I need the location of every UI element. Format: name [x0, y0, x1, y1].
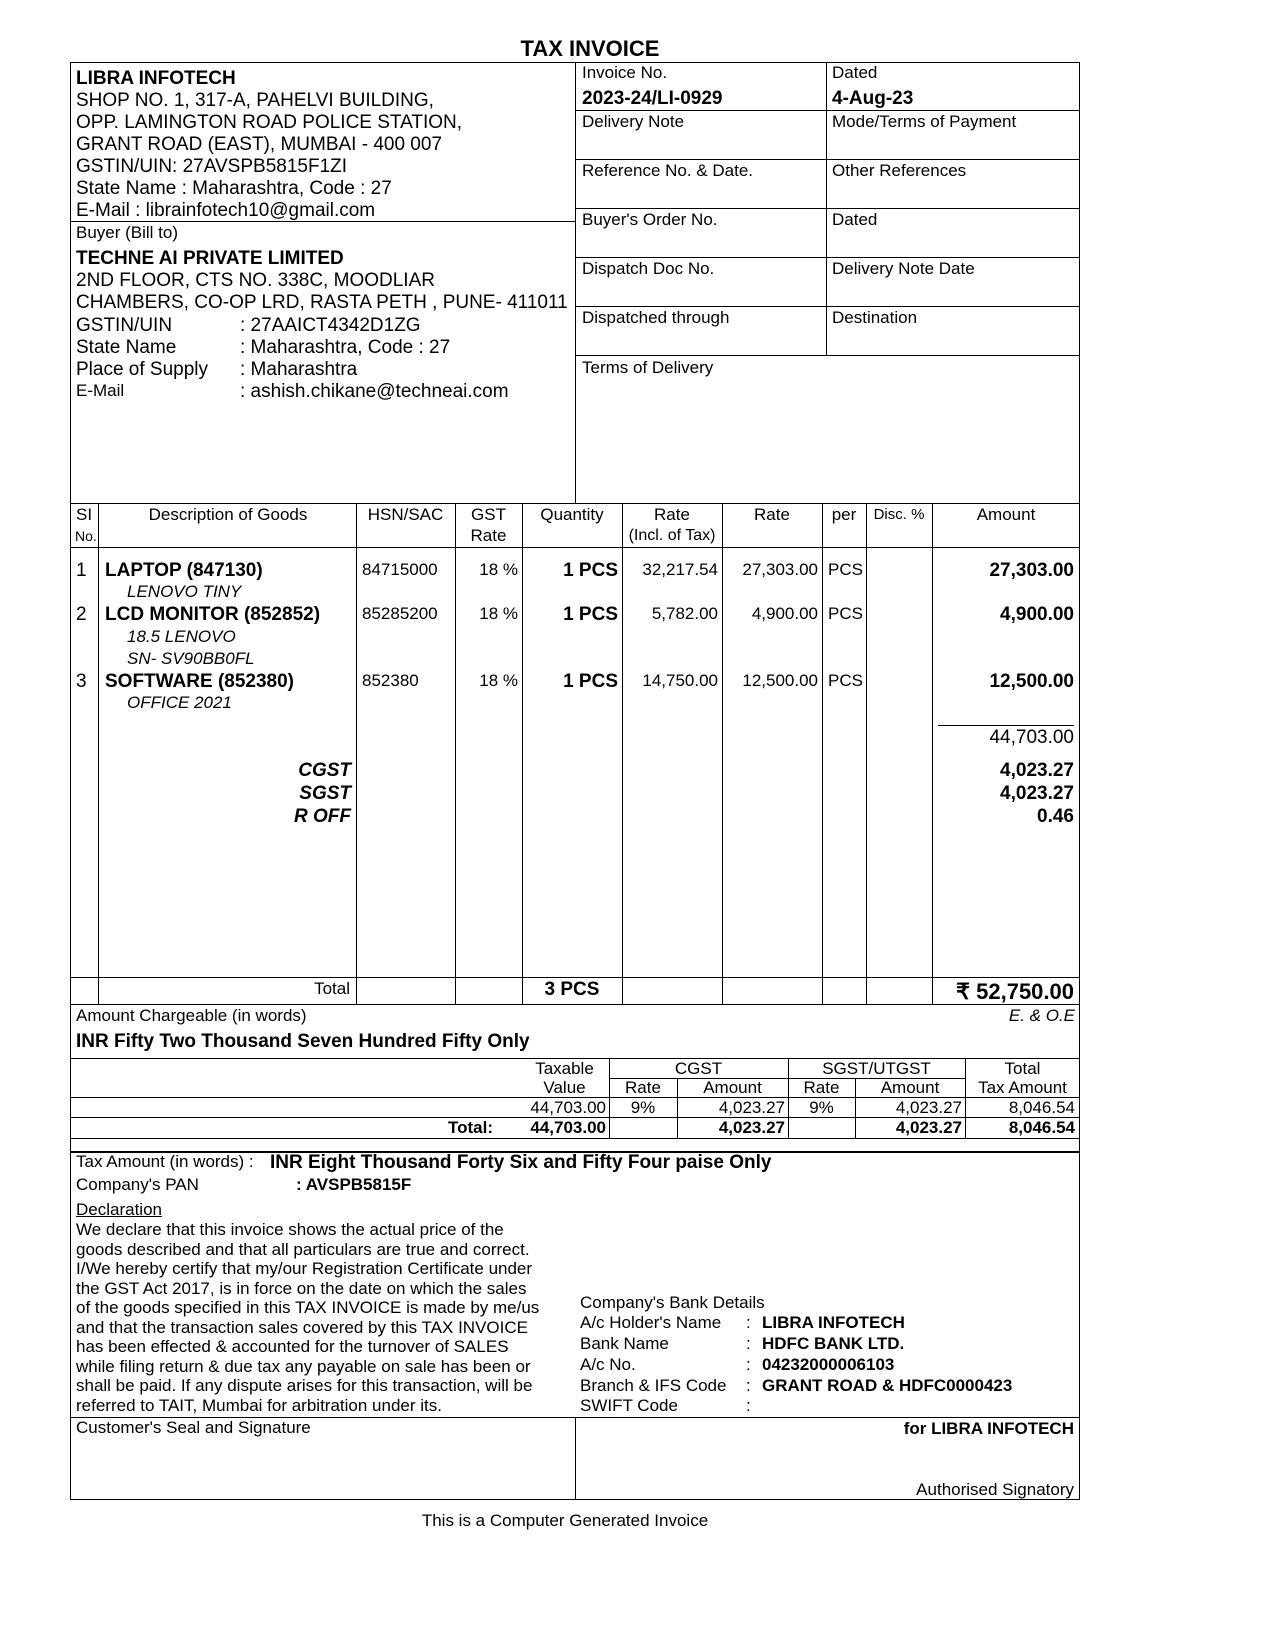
- item-qty: 1 PCS: [563, 604, 618, 625]
- subtotal: 44,703.00: [989, 727, 1074, 748]
- dispatch-doc-label: Dispatch Doc No.: [582, 259, 715, 278]
- item-no: 1: [76, 560, 87, 581]
- tax-row-total: 8,046.54: [1008, 1098, 1075, 1117]
- col-amount: Amount: [976, 505, 1036, 524]
- declaration-title: Declaration: [76, 1200, 162, 1219]
- item-amount: 4,900.00: [1000, 604, 1074, 625]
- seller-name: LIBRA INFOTECH: [76, 68, 236, 89]
- bank-label: A/c No.: [580, 1355, 636, 1374]
- pan-label: Company's PAN: [76, 1175, 199, 1194]
- item-hsn: 852380: [362, 671, 419, 690]
- amount-in-words: INR Fifty Two Thousand Seven Hundred Fifty Only: [76, 1031, 530, 1052]
- buyer-field-value: : Maharashtra: [240, 359, 358, 380]
- item-name: SOFTWARE (852380): [105, 671, 294, 692]
- buyers-order-label: Buyer's Order No.: [582, 210, 718, 229]
- buyer-field-value: : ashish.chikane@techneai.com: [240, 381, 509, 402]
- delivery-note-date-label: Delivery Note Date: [832, 259, 975, 278]
- declaration-line: referred to TAIT, Mumbai for arbitration under its.: [76, 1396, 442, 1415]
- dated-label: Dated: [832, 63, 878, 82]
- other-references-label: Other References: [832, 161, 967, 180]
- seller-gstin: GSTIN/UIN: 27AVSPB5815F1ZI: [76, 156, 348, 177]
- seller-address-line: GRANT ROAD (EAST), MUMBAI - 400 007: [76, 134, 443, 155]
- col-rate-incl-sub: (Incl. of Tax): [628, 527, 716, 544]
- bank-title: Company's Bank Details: [580, 1293, 765, 1312]
- invoice-no-label: Invoice No.: [582, 63, 668, 82]
- tax-col-value: Value: [543, 1078, 586, 1097]
- tax-col-taxable: Taxable: [535, 1059, 594, 1078]
- tax-col-sgst-amount: Amount: [880, 1078, 940, 1097]
- tax-label: SGST: [299, 783, 351, 804]
- item-gst: 18 %: [479, 560, 518, 579]
- item-subline: OFFICE 2021: [127, 693, 232, 712]
- item-rate: 4,900.00: [751, 604, 818, 623]
- col-no: No.: [75, 528, 97, 544]
- computer-generated-note: This is a Computer Generated Invoice: [421, 1511, 709, 1530]
- item-gst: 18 %: [479, 604, 518, 623]
- seller-state: State Name : Maharashtra, Code : 27: [76, 178, 392, 199]
- item-qty: 1 PCS: [563, 671, 618, 692]
- col-disc: Disc. %: [873, 506, 925, 523]
- item-hsn: 84715000: [362, 560, 438, 579]
- reference-label: Reference No. & Date.: [582, 161, 754, 180]
- declaration-line: I/We hereby certify that my/our Registration Certificate under: [76, 1259, 533, 1278]
- bank-value: LIBRA INFOTECH: [762, 1313, 905, 1332]
- tax-row-sgst-amount: 4,023.27: [895, 1098, 962, 1117]
- tax-label: R OFF: [294, 806, 351, 827]
- bank-label: SWIFT Code: [580, 1396, 678, 1415]
- tax-col-sgst: SGST/UTGST: [822, 1059, 931, 1078]
- bank-value: GRANT ROAD & HDFC0000423: [762, 1376, 1013, 1395]
- authorised-signatory: Authorised Signatory: [916, 1480, 1074, 1499]
- col-gst-rate: Rate: [470, 526, 507, 545]
- bank-colon: :: [746, 1355, 751, 1374]
- dispatched-through-label: Dispatched through: [582, 308, 730, 327]
- tax-col-cgst: CGST: [674, 1059, 723, 1078]
- item-amount: 12,500.00: [989, 671, 1074, 692]
- declaration-line: has been effected & accounted for the turnover of SALES: [76, 1337, 509, 1356]
- buyer-heading: Buyer (Bill to): [76, 223, 179, 242]
- tax-label: CGST: [298, 760, 351, 781]
- delivery-note-label: Delivery Note: [582, 112, 685, 131]
- item-qty: 1 PCS: [563, 560, 618, 581]
- tax-amount: 4,023.27: [1000, 760, 1074, 781]
- tax-col-sgst-rate: Rate: [803, 1078, 840, 1097]
- item-subline: LENOVO TINY: [127, 582, 242, 601]
- buyer-address-line: 2ND FLOOR, CTS NO. 338C, MOODLIAR: [76, 270, 435, 291]
- buyer-field-label: GSTIN/UIN: [76, 315, 173, 336]
- bank-value: 04232000006103: [762, 1355, 895, 1374]
- item-name: LCD MONITOR (852852): [105, 604, 321, 625]
- item-rate-incl: 5,782.00: [651, 604, 718, 623]
- col-si: SI: [76, 505, 93, 524]
- buyer-field-label: State Name: [76, 337, 177, 358]
- col-gst: GST: [471, 505, 506, 524]
- for-company: for LIBRA INFOTECH: [903, 1419, 1074, 1438]
- seller-email: E-Mail : librainfotech10@gmail.com: [76, 200, 376, 221]
- item-amount: 27,303.00: [989, 560, 1074, 581]
- tax-col-cgst-rate: Rate: [625, 1078, 661, 1097]
- invoice-no: 2023-24/LI-0929: [582, 88, 723, 109]
- tax-col-tax-amount: Tax Amount: [978, 1078, 1067, 1097]
- bank-colon: :: [746, 1396, 751, 1415]
- pan-value: : AVSPB5815F: [296, 1175, 412, 1194]
- eoe: E. & O.E: [1008, 1006, 1075, 1025]
- tax-words-label: Tax Amount (in words) :: [76, 1152, 254, 1171]
- total-qty: 3 PCS: [544, 979, 600, 1000]
- declaration-line: of the goods specified in this TAX INVOICE is made by me/us: [76, 1298, 540, 1317]
- col-hsn: HSN/SAC: [367, 505, 444, 524]
- item-rate: 12,500.00: [742, 671, 818, 690]
- customer-seal-label: Customer's Seal and Signature: [76, 1418, 311, 1437]
- item-subline: SN- SV90BB0FL: [127, 649, 255, 668]
- tax-total-cgst: 4,023.27: [718, 1118, 785, 1137]
- buyer-name: TECHNE AI PRIVATE LIMITED: [76, 248, 344, 269]
- col-per: per: [831, 505, 857, 524]
- tax-amount-in-words: INR Eight Thousand Forty Six and Fifty Four paise Only: [270, 1152, 772, 1173]
- item-gst: 18 %: [479, 671, 518, 690]
- buyer-field-value: : 27AAICT4342D1ZG: [240, 315, 421, 336]
- bank-colon: :: [746, 1376, 751, 1395]
- item-no: 2: [76, 604, 87, 625]
- item-rate: 27,303.00: [742, 560, 818, 579]
- seller-address-line: SHOP NO. 1, 317-A, PAHELVI BUILDING,: [76, 90, 434, 111]
- item-subline: 18.5 LENOVO: [127, 627, 236, 646]
- item-rate-incl: 14,750.00: [642, 671, 718, 690]
- tax-row-taxable: 44,703.00: [530, 1098, 606, 1117]
- item-per: PCS: [828, 560, 863, 579]
- tax-row-sgst-rate: 9%: [809, 1098, 834, 1117]
- bank-colon: :: [746, 1334, 751, 1353]
- bank-colon: :: [746, 1313, 751, 1332]
- col-description: Description of Goods: [148, 505, 308, 524]
- bank-label: Bank Name: [580, 1334, 669, 1353]
- declaration-line: shall be paid. If any dispute arises for this transaction, will be: [76, 1376, 533, 1395]
- item-name: LAPTOP (847130): [105, 560, 263, 581]
- item-hsn: 85285200: [362, 604, 438, 623]
- col-quantity: Quantity: [540, 505, 604, 524]
- bank-value: HDFC BANK LTD.: [762, 1334, 905, 1353]
- tax-amount: 4,023.27: [1000, 783, 1074, 804]
- buyer-field-value: : Maharashtra, Code : 27: [240, 337, 451, 358]
- buyer-field-label: E-Mail: [76, 381, 125, 400]
- declaration-line: the GST Act 2017, is in force on the date on which the sales: [76, 1279, 527, 1298]
- grand-total: ₹ 52,750.00: [956, 979, 1074, 1004]
- tax-total-label: Total:: [447, 1118, 493, 1137]
- declaration-line: and that the transaction sales covered by this TAX INVOICE: [76, 1318, 528, 1337]
- tax-row-cgst-amount: 4,023.27: [718, 1098, 785, 1117]
- terms-of-delivery-label: Terms of Delivery: [582, 358, 714, 377]
- item-per: PCS: [828, 671, 863, 690]
- tax-row-cgst-rate: 9%: [630, 1098, 656, 1117]
- invoice-date: 4-Aug-23: [832, 88, 914, 109]
- declaration-line: goods described and that all particulars are true and correct.: [76, 1240, 530, 1259]
- tax-col-cgst-amount: Amount: [703, 1078, 762, 1097]
- bank-label: Branch & IFS Code: [580, 1376, 727, 1395]
- tax-total-amount: 8,046.54: [1008, 1118, 1075, 1137]
- col-rate: Rate: [754, 505, 790, 524]
- tax-total-taxable: 44,703.00: [530, 1118, 606, 1137]
- seller-address-line: OPP. LAMINGTON ROAD POLICE STATION,: [76, 112, 463, 133]
- destination-label: Destination: [832, 308, 918, 327]
- declaration-line: while filing return & due tax any payable on sale has been or: [76, 1357, 531, 1376]
- order-dated-label: Dated: [832, 210, 878, 229]
- mode-terms-label: Mode/Terms of Payment: [832, 112, 1017, 131]
- total-label: Total: [314, 979, 350, 998]
- amount-words-label: Amount Chargeable (in words): [76, 1006, 307, 1025]
- buyer-field-label: Place of Supply: [76, 359, 209, 380]
- tax-amount: 0.46: [1037, 806, 1074, 827]
- buyer-address-line: CHAMBERS, CO-OP LRD, RASTA PETH , PUNE- 411011: [76, 292, 568, 313]
- bank-label: A/c Holder's Name: [580, 1313, 722, 1332]
- item-no: 3: [76, 671, 87, 692]
- tax-col-total: Total: [1004, 1059, 1041, 1078]
- declaration-line: We declare that this invoice shows the actual price of the: [76, 1220, 504, 1239]
- item-per: PCS: [828, 604, 863, 623]
- tax-total-sgst: 4,023.27: [895, 1118, 962, 1137]
- col-rate-incl: Rate: [654, 505, 690, 524]
- invoice-title: TAX INVOICE: [520, 36, 660, 61]
- item-rate-incl: 32,217.54: [642, 560, 718, 579]
